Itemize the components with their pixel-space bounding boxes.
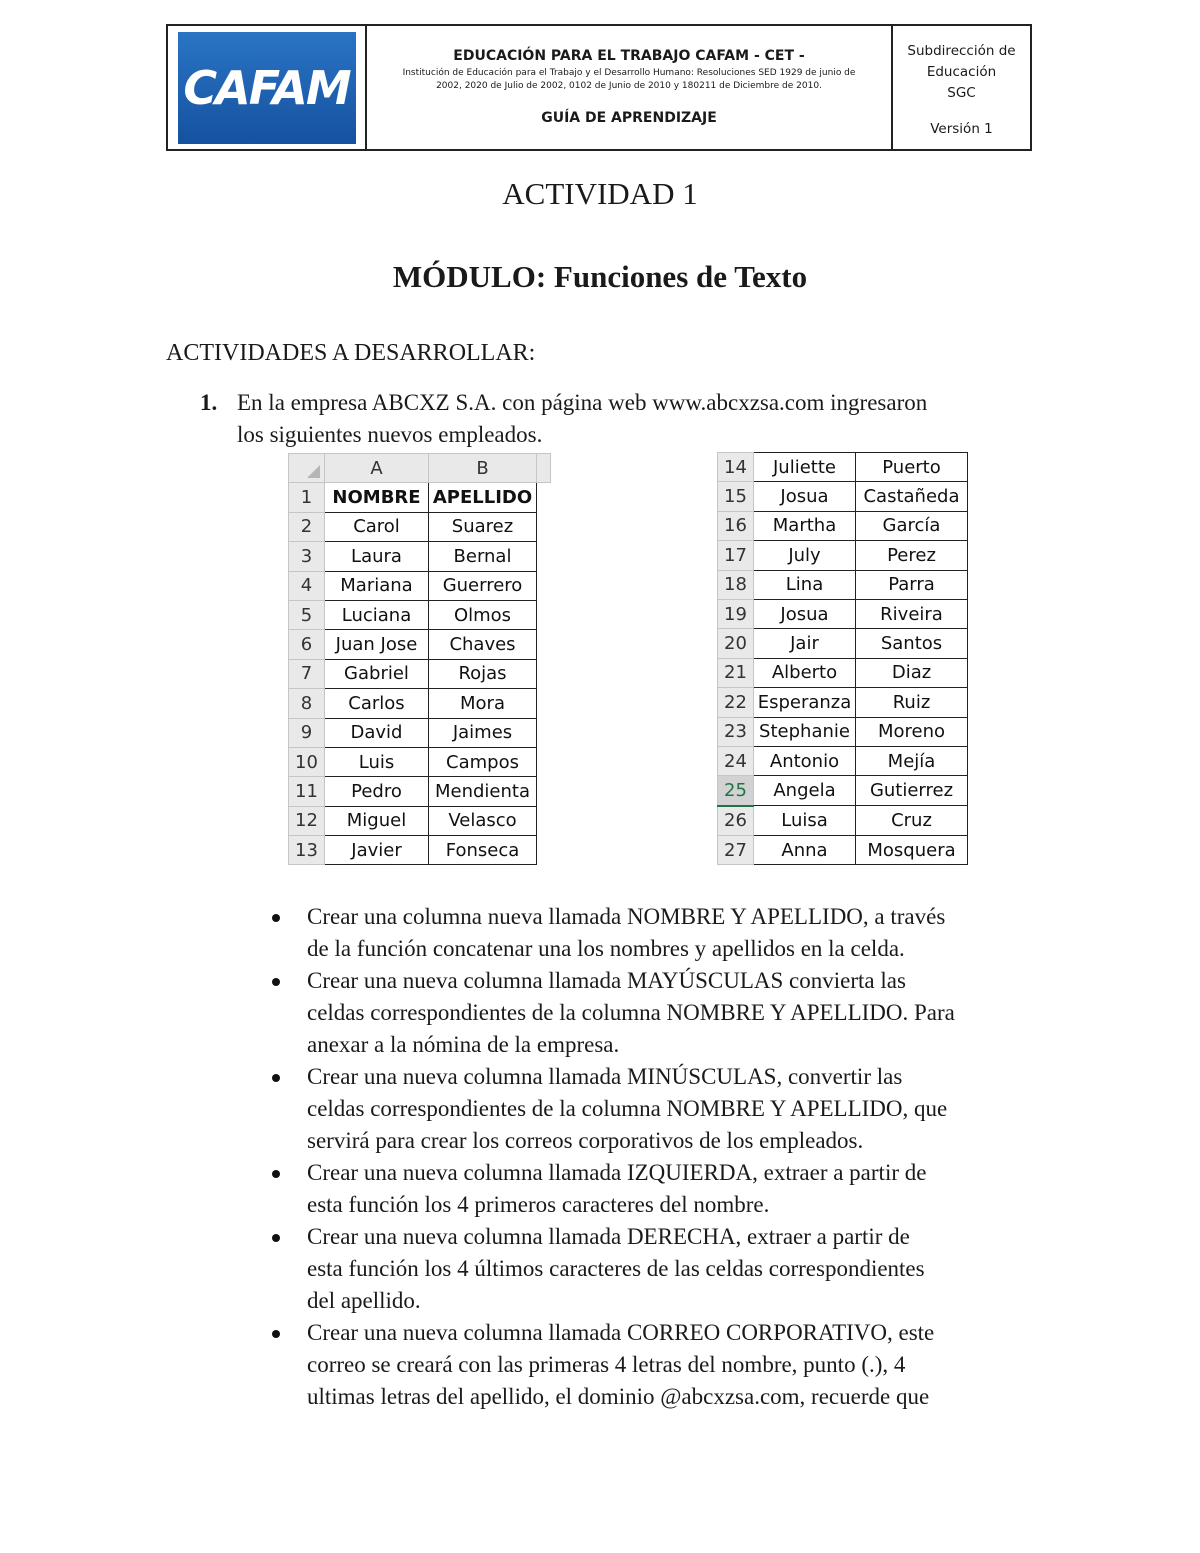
cell-nombre[interactable]: Angela bbox=[754, 776, 856, 806]
sheet-row bbox=[718, 836, 981, 865]
row-number[interactable]: 10 bbox=[289, 747, 325, 776]
cell-apellido[interactable]: Diaz bbox=[856, 658, 968, 687]
task-bullet bbox=[270, 901, 1030, 965]
cell-nombre[interactable]: Josua bbox=[754, 482, 856, 511]
sheet-edge-cell bbox=[537, 659, 551, 688]
sheet-row bbox=[289, 718, 551, 747]
row-number[interactable]: 22 bbox=[718, 688, 754, 717]
sheet-row bbox=[718, 806, 981, 836]
resolutions-line-1: Institución de Educación para el Trabajo y el Desarrollo Humano: Resoluciones SED 1929 de junio de bbox=[402, 68, 856, 78]
cell-nombre[interactable]: Anna bbox=[754, 836, 856, 865]
sheet-edge-cell bbox=[968, 688, 981, 717]
row-number[interactable]: 21 bbox=[718, 658, 754, 687]
sheet-edge-cell bbox=[537, 571, 551, 600]
cell-apellido[interactable]: Cruz bbox=[856, 806, 968, 836]
sheet-edge-cell bbox=[537, 689, 551, 718]
sheet-edge-cell bbox=[968, 453, 981, 482]
task-bullet-line: celdas correspondientes de la columna NOMBRE Y APELLIDO, que bbox=[307, 1096, 948, 1121]
sheet-row bbox=[289, 747, 551, 776]
row-number[interactable]: 9 bbox=[289, 718, 325, 747]
cell-apellido[interactable]: Jaimes bbox=[429, 718, 537, 747]
cell-nombre[interactable]: Gabriel bbox=[325, 659, 429, 688]
sheet-edge-cell bbox=[968, 629, 981, 658]
employees-sheet-right bbox=[717, 452, 981, 865]
cell-nombre[interactable]: Luciana bbox=[325, 600, 429, 629]
row-number[interactable]: 27 bbox=[718, 836, 754, 865]
task-bullet-line: Crear una nueva columna llamada IZQUIERDA, extraer a partir de bbox=[307, 1160, 927, 1185]
sheet-row bbox=[718, 746, 981, 775]
row-number[interactable]: 16 bbox=[718, 511, 754, 540]
row-number[interactable]: 15 bbox=[718, 482, 754, 511]
sheet-row bbox=[718, 629, 981, 658]
task-bullet-line: celdas correspondientes de la columna NOMBRE Y APELLIDO. Para bbox=[307, 1000, 955, 1025]
sheet-row bbox=[718, 570, 981, 599]
cell-nombre[interactable]: Stephanie bbox=[754, 717, 856, 746]
cell-nombre[interactable]: Carol bbox=[325, 512, 429, 541]
cell-nombre[interactable]: Luisa bbox=[754, 806, 856, 836]
logo-cell bbox=[168, 26, 367, 149]
resolutions-line-2: 2002, 2020 de Julio de 2002, 0102 de Junio de 2010 y 180211 de Diciembre de 2010. bbox=[436, 81, 822, 91]
sheet-row bbox=[718, 688, 981, 717]
cell-apellido[interactable]: Fonseca bbox=[429, 836, 537, 865]
cell-nombre[interactable]: Mariana bbox=[325, 571, 429, 600]
bullet-dot-icon bbox=[272, 914, 280, 922]
row-number[interactable]: 11 bbox=[289, 777, 325, 806]
task-bullet-line: servirá para crear los correos corporativos de los empleados. bbox=[307, 1128, 864, 1153]
bullet-dot-icon bbox=[272, 1330, 280, 1338]
cell-nombre[interactable]: Josua bbox=[754, 599, 856, 628]
row-number[interactable]: 25 bbox=[718, 776, 754, 806]
row-number[interactable]: 19 bbox=[718, 599, 754, 628]
sheet-row bbox=[289, 836, 551, 865]
sheet-edge-cell bbox=[537, 630, 551, 659]
sheet-row bbox=[718, 717, 981, 746]
task-bullet-line: Crear una nueva columna llamada MINÚSCULAS, convertir las bbox=[307, 1064, 903, 1089]
cell-nombre[interactable]: Laura bbox=[325, 542, 429, 571]
column-header-row bbox=[289, 454, 551, 483]
sheet-edge-cell bbox=[968, 570, 981, 599]
cell-apellido[interactable]: Mora bbox=[429, 689, 537, 718]
cell-nombre[interactable]: Alberto bbox=[754, 658, 856, 687]
sheet-edge-cell bbox=[968, 746, 981, 775]
bullet-dot-icon bbox=[272, 1074, 280, 1082]
row-number[interactable]: 1 bbox=[289, 483, 325, 512]
sheet-edge-cell bbox=[537, 483, 551, 512]
sheet-row bbox=[718, 658, 981, 687]
task-bullet bbox=[270, 1221, 1030, 1317]
cell-apellido[interactable]: Chaves bbox=[429, 630, 537, 659]
cell-nombre[interactable]: Luis bbox=[325, 747, 429, 776]
cell-apellido[interactable]: APELLIDO bbox=[429, 483, 537, 512]
select-all-corner[interactable] bbox=[289, 454, 325, 483]
task-bullet-line: ultimas letras del apellido, el dominio @abcxzsa.com, recuerde que bbox=[307, 1384, 930, 1409]
column-header-c-edge bbox=[537, 454, 551, 483]
item-text-line-1: En la empresa ABCXZ S.A. con página web www.abcxzsa.com ingresaron bbox=[237, 390, 928, 415]
institution-resolutions bbox=[377, 67, 881, 93]
numbered-item-1 bbox=[200, 387, 1030, 451]
cell-nombre[interactable]: July bbox=[754, 541, 856, 570]
sheet-row bbox=[289, 571, 551, 600]
task-bullet bbox=[270, 965, 1030, 1061]
cell-apellido[interactable]: Gutierrez bbox=[856, 776, 968, 806]
task-bullet-list bbox=[270, 901, 1030, 1413]
sheet-edge-cell bbox=[968, 482, 981, 511]
cell-apellido[interactable]: Santos bbox=[856, 629, 968, 658]
sheet-edge-cell bbox=[968, 776, 981, 806]
column-header-a[interactable]: A bbox=[325, 454, 429, 483]
row-number[interactable]: 13 bbox=[289, 836, 325, 865]
item-number: 1. bbox=[200, 390, 218, 415]
cell-nombre[interactable]: NOMBRE bbox=[325, 483, 429, 512]
sheet-edge-cell bbox=[537, 512, 551, 541]
cell-apellido[interactable]: García bbox=[856, 511, 968, 540]
sheet-edge-cell bbox=[968, 658, 981, 687]
guide-title: GUÍA DE APRENDIZAJE bbox=[541, 110, 717, 126]
sheet-edge-cell bbox=[968, 541, 981, 570]
row-number[interactable]: 2 bbox=[289, 512, 325, 541]
cell-apellido[interactable]: Parra bbox=[856, 570, 968, 599]
task-bullet-line: Crear una nueva columna llamada DERECHA, extraer a partir de bbox=[307, 1224, 910, 1249]
cell-nombre[interactable]: Carlos bbox=[325, 689, 429, 718]
cell-apellido[interactable]: Moreno bbox=[856, 717, 968, 746]
task-bullet-line: Crear una nueva columna llamada MAYÚSCULAS convierta las bbox=[307, 968, 906, 993]
sheet-edge-cell bbox=[968, 806, 981, 836]
header-center bbox=[367, 26, 893, 149]
cafam-logo bbox=[178, 32, 356, 144]
task-bullet bbox=[270, 1317, 1030, 1413]
sheet-row bbox=[289, 542, 551, 571]
module-title: MÓDULO: Funciones de Texto bbox=[392, 259, 808, 294]
subdirection-line-1: Subdirección de bbox=[907, 43, 1016, 59]
task-bullet-line: anexar a la nómina de la empresa. bbox=[307, 1032, 620, 1057]
section-title: ACTIVIDADES A DESARROLLAR: bbox=[166, 340, 536, 366]
cell-apellido[interactable]: Guerrero bbox=[429, 571, 537, 600]
sheet-row bbox=[289, 659, 551, 688]
sheet-edge-cell bbox=[537, 542, 551, 571]
cell-nombre[interactable]: Javier bbox=[325, 836, 429, 865]
cell-nombre[interactable]: Lina bbox=[754, 570, 856, 599]
document-header bbox=[166, 24, 1032, 151]
task-bullet-line: esta función los 4 primeros caracteres del nombre. bbox=[307, 1192, 770, 1217]
cell-nombre[interactable]: Miguel bbox=[325, 806, 429, 835]
cell-apellido[interactable]: Suarez bbox=[429, 512, 537, 541]
sheet-row bbox=[718, 599, 981, 628]
cell-apellido[interactable]: Mejía bbox=[856, 746, 968, 775]
cell-apellido[interactable]: Campos bbox=[429, 747, 537, 776]
cell-nombre[interactable]: Jair bbox=[754, 629, 856, 658]
sheet-edge-cell bbox=[537, 747, 551, 776]
task-bullet-line: Crear una columna nueva llamada NOMBRE Y APELLIDO, a través bbox=[307, 904, 946, 929]
sheet-row bbox=[718, 453, 981, 482]
sheet-edge-cell bbox=[968, 836, 981, 865]
sheet-row bbox=[289, 512, 551, 541]
sheet-edge-cell bbox=[968, 511, 981, 540]
row-number[interactable]: 17 bbox=[718, 541, 754, 570]
column-header-b[interactable]: B bbox=[429, 454, 537, 483]
cell-nombre[interactable]: Antonio bbox=[754, 746, 856, 775]
sheet-edge-cell bbox=[537, 836, 551, 865]
cell-apellido[interactable]: Puerto bbox=[856, 453, 968, 482]
activity-title: ACTIVIDAD 1 bbox=[502, 176, 698, 211]
cell-nombre[interactable]: Juliette bbox=[754, 453, 856, 482]
task-bullet bbox=[270, 1061, 1030, 1157]
cell-apellido[interactable]: Olmos bbox=[429, 600, 537, 629]
cell-apellido[interactable]: Mosquera bbox=[856, 836, 968, 865]
bullet-dot-icon bbox=[272, 1170, 280, 1178]
cell-nombre[interactable]: Pedro bbox=[325, 777, 429, 806]
row-number[interactable]: 7 bbox=[289, 659, 325, 688]
institution-title: EDUCACIÓN PARA EL TRABAJO CAFAM - CET - bbox=[453, 48, 805, 64]
sheet-row bbox=[289, 600, 551, 629]
row-number[interactable]: 8 bbox=[289, 689, 325, 718]
bullet-dot-icon bbox=[272, 1234, 280, 1242]
sheet-edge-cell bbox=[537, 600, 551, 629]
row-number[interactable]: 26 bbox=[718, 806, 754, 836]
row-number[interactable]: 3 bbox=[289, 542, 325, 571]
cell-apellido[interactable]: Perez bbox=[856, 541, 968, 570]
sheet-edge-cell bbox=[968, 599, 981, 628]
row-number[interactable]: 24 bbox=[718, 746, 754, 775]
task-bullet-line: Crear una nueva columna llamada CORREO CORPORATIVO, este bbox=[307, 1320, 935, 1345]
task-bullet-line: esta función los 4 últimos caracteres de las celdas correspondientes bbox=[307, 1256, 925, 1281]
sheet-row bbox=[289, 777, 551, 806]
subdirection-line-2: Educación bbox=[926, 64, 997, 80]
cell-apellido[interactable]: Mendienta bbox=[429, 777, 537, 806]
sheet-row bbox=[718, 776, 981, 806]
sheet-row bbox=[718, 511, 981, 540]
sheet-edge-cell bbox=[537, 718, 551, 747]
item-text bbox=[237, 387, 1030, 451]
sheet-row bbox=[289, 689, 551, 718]
cell-apellido[interactable]: Castañeda bbox=[856, 482, 968, 511]
sheet-row bbox=[289, 806, 551, 835]
cell-apellido[interactable]: Rojas bbox=[429, 659, 537, 688]
row-number[interactable]: 12 bbox=[289, 806, 325, 835]
row-number[interactable]: 18 bbox=[718, 570, 754, 599]
header-right bbox=[893, 26, 1030, 149]
bullet-dot-icon bbox=[272, 978, 280, 986]
task-bullet-line: del apellido. bbox=[307, 1288, 421, 1313]
sheet-row bbox=[289, 630, 551, 659]
task-bullet-line: de la función concatenar una los nombres y apellidos en la celda. bbox=[307, 936, 905, 961]
sheet-edge-cell bbox=[537, 777, 551, 806]
cell-apellido[interactable]: Ruiz bbox=[856, 688, 968, 717]
cell-nombre[interactable]: Martha bbox=[754, 511, 856, 540]
cell-apellido[interactable]: Velasco bbox=[429, 806, 537, 835]
sheet-edge-cell bbox=[537, 806, 551, 835]
row-number[interactable]: 23 bbox=[718, 717, 754, 746]
sheet-row bbox=[289, 483, 551, 512]
item-text-line-2: los siguientes nuevos empleados. bbox=[237, 422, 543, 447]
row-number[interactable]: 14 bbox=[718, 453, 754, 482]
row-number[interactable]: 5 bbox=[289, 600, 325, 629]
row-number[interactable]: 6 bbox=[289, 630, 325, 659]
row-number[interactable]: 4 bbox=[289, 571, 325, 600]
cell-nombre[interactable]: Esperanza bbox=[754, 688, 856, 717]
cell-apellido[interactable]: Riveira bbox=[856, 599, 968, 628]
sgc-label: SGC bbox=[947, 85, 976, 101]
sheet-edge-cell bbox=[968, 717, 981, 746]
sheet-row bbox=[718, 541, 981, 570]
cell-apellido[interactable]: Bernal bbox=[429, 542, 537, 571]
cell-nombre[interactable]: David bbox=[325, 718, 429, 747]
cell-nombre[interactable]: Juan Jose bbox=[325, 630, 429, 659]
row-number[interactable]: 20 bbox=[718, 629, 754, 658]
task-bullet bbox=[270, 1157, 1030, 1221]
employees-sheet-left bbox=[288, 453, 551, 865]
version-label: Versión 1 bbox=[930, 121, 993, 137]
task-bullet-line: correo se creará con las primeras 4 letras del nombre, punto (.), 4 bbox=[307, 1352, 906, 1377]
logo-text: CAFAM bbox=[183, 60, 350, 115]
sheet-row bbox=[718, 482, 981, 511]
